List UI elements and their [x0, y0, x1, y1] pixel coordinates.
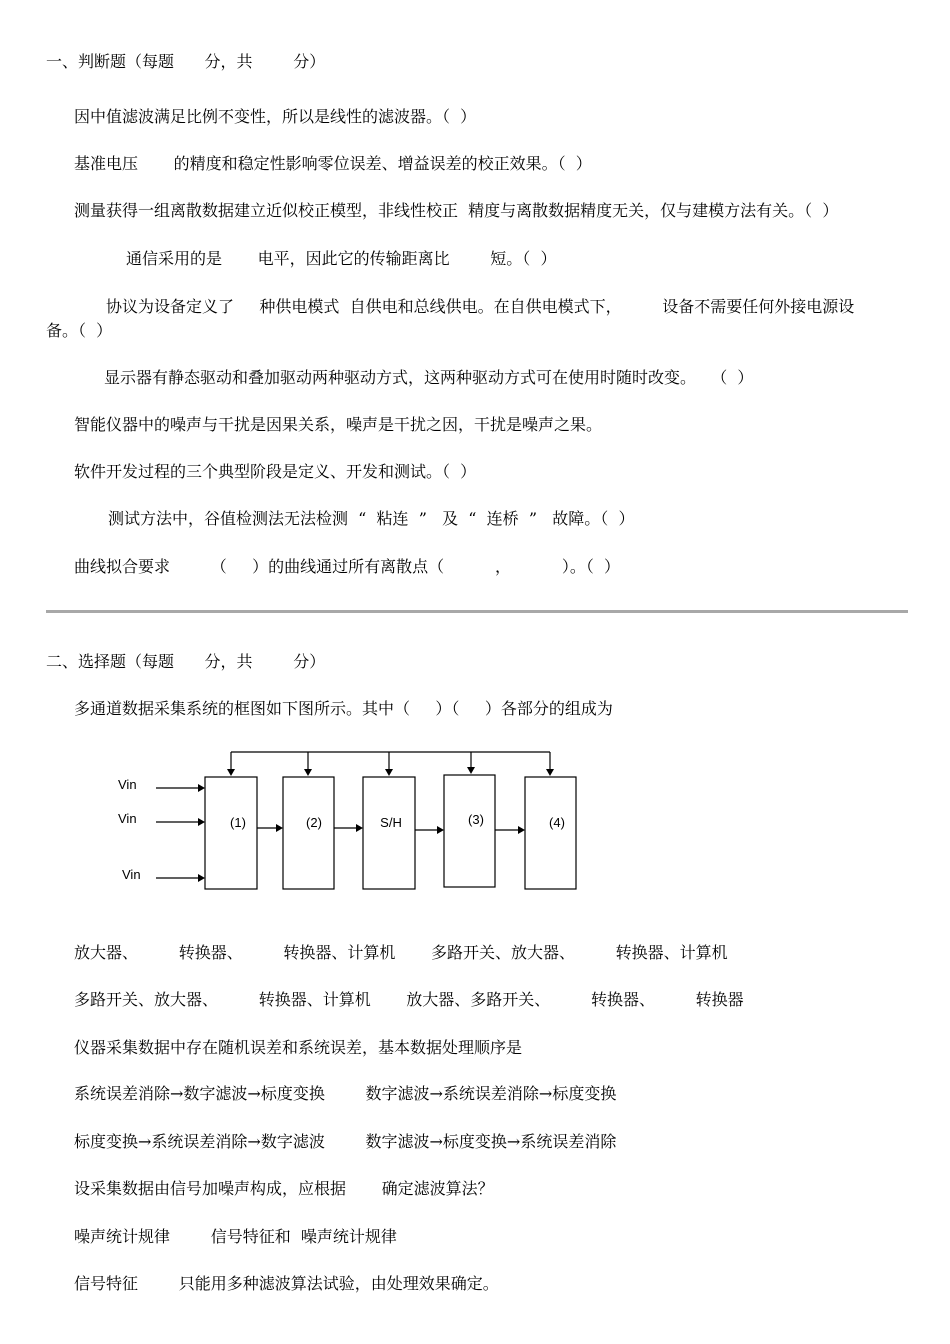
block-1: [205, 777, 257, 889]
input-label-2: Vin: [118, 811, 137, 826]
judge-item-7: 智能仪器中的噪声与干扰是因果关系，噪声是干扰之因，干扰是噪声之果。: [74, 415, 603, 434]
judge-item-5-cont: 备。（ ）: [46, 321, 113, 340]
choice-q2-option-row-1: 系统误差消除→数字滤波→标度变换 数字滤波→系统误差消除→标度变换: [74, 1084, 617, 1103]
choice-q3-option-row-1: 噪声统计规律 信号特征和 噪声统计规律: [74, 1227, 397, 1246]
choice-q1-option-row-1: 放大器、 转换器、 转换器、计算机 多路开关、放大器、 转换器、计算机: [74, 943, 728, 962]
section-divider: [46, 610, 908, 613]
judge-item-1: 因中值滤波满足比例不变性，所以是线性的滤波器。（ ）: [74, 107, 477, 126]
block-2: [283, 777, 334, 889]
input-label-1: Vin: [118, 777, 137, 792]
block-label-1: (1): [230, 815, 246, 830]
judge-item-4: 通信采用的是 电平，因此它的传输距离比 短。（ ）: [126, 249, 557, 268]
section1-heading: 一、判断题（每题 分，共 分）: [46, 52, 326, 71]
block-4: [525, 777, 576, 889]
block-3: [444, 775, 495, 887]
section2-heading: 二、选择题（每题 分，共 分）: [46, 652, 326, 671]
judge-item-5: 协议为设备定义了 种供电模式 自供电和总线供电。在自供电模式下， 设备不需要任何外接电源设: [106, 297, 855, 316]
choice-q3: 设采集数据由信号加噪声构成，应根据 确定滤波算法？: [74, 1179, 494, 1198]
daq-block-diagram: [0, 740, 950, 900]
block-label-sh: S/H: [380, 815, 402, 830]
judge-item-10: 曲线拟合要求 （ ）的曲线通过所有离散点（ ， ）。（ ）: [74, 557, 621, 576]
judge-item-2: 基准电压 的精度和稳定性影响零位误差、增益误差的校正效果。（ ）: [74, 154, 592, 173]
judge-item-8: 软件开发过程的三个典型阶段是定义、开发和测试。（ ）: [74, 462, 477, 481]
choice-q1-option-row-2: 多路开关、放大器、 转换器、计算机 放大器、多路开关、 转换器、 转换器: [74, 990, 744, 1009]
choice-q2-option-row-2: 标度变换→系统误差消除→数字滤波 数字滤波→标度变换→系统误差消除: [74, 1132, 617, 1151]
judge-item-6: 显示器有静态驱动和叠加驱动两种驱动方式，这两种驱动方式可在使用时随时改变。 （ ）: [104, 368, 754, 387]
block-label-4: (4): [549, 815, 565, 830]
choice-q3-option-row-2: 信号特征 只能用多种滤波算法试验，由处理效果确定。: [74, 1274, 499, 1293]
choice-q1: 多通道数据采集系统的框图如下图所示。其中（ ）（ ）各部分的组成为: [74, 699, 613, 718]
judge-item-3: 测量获得一组离散数据建立近似校正模型，非线性校正 精度与离散数据精度无关，仅与建模方法有关。（ ）: [74, 201, 839, 220]
judge-item-9: 测试方法中，谷值检测法无法检测 “ 粘连 ” 及 “ 连桥 ” 故障。（ ）: [108, 509, 635, 528]
choice-q2: 仪器采集数据中存在随机误差和系统误差，基本数据处理顺序是: [74, 1038, 523, 1057]
block-label-2: (2): [306, 815, 322, 830]
input-label-3: Vin: [122, 867, 141, 882]
block-label-3: (3): [468, 812, 484, 827]
block-sh: [363, 777, 415, 889]
